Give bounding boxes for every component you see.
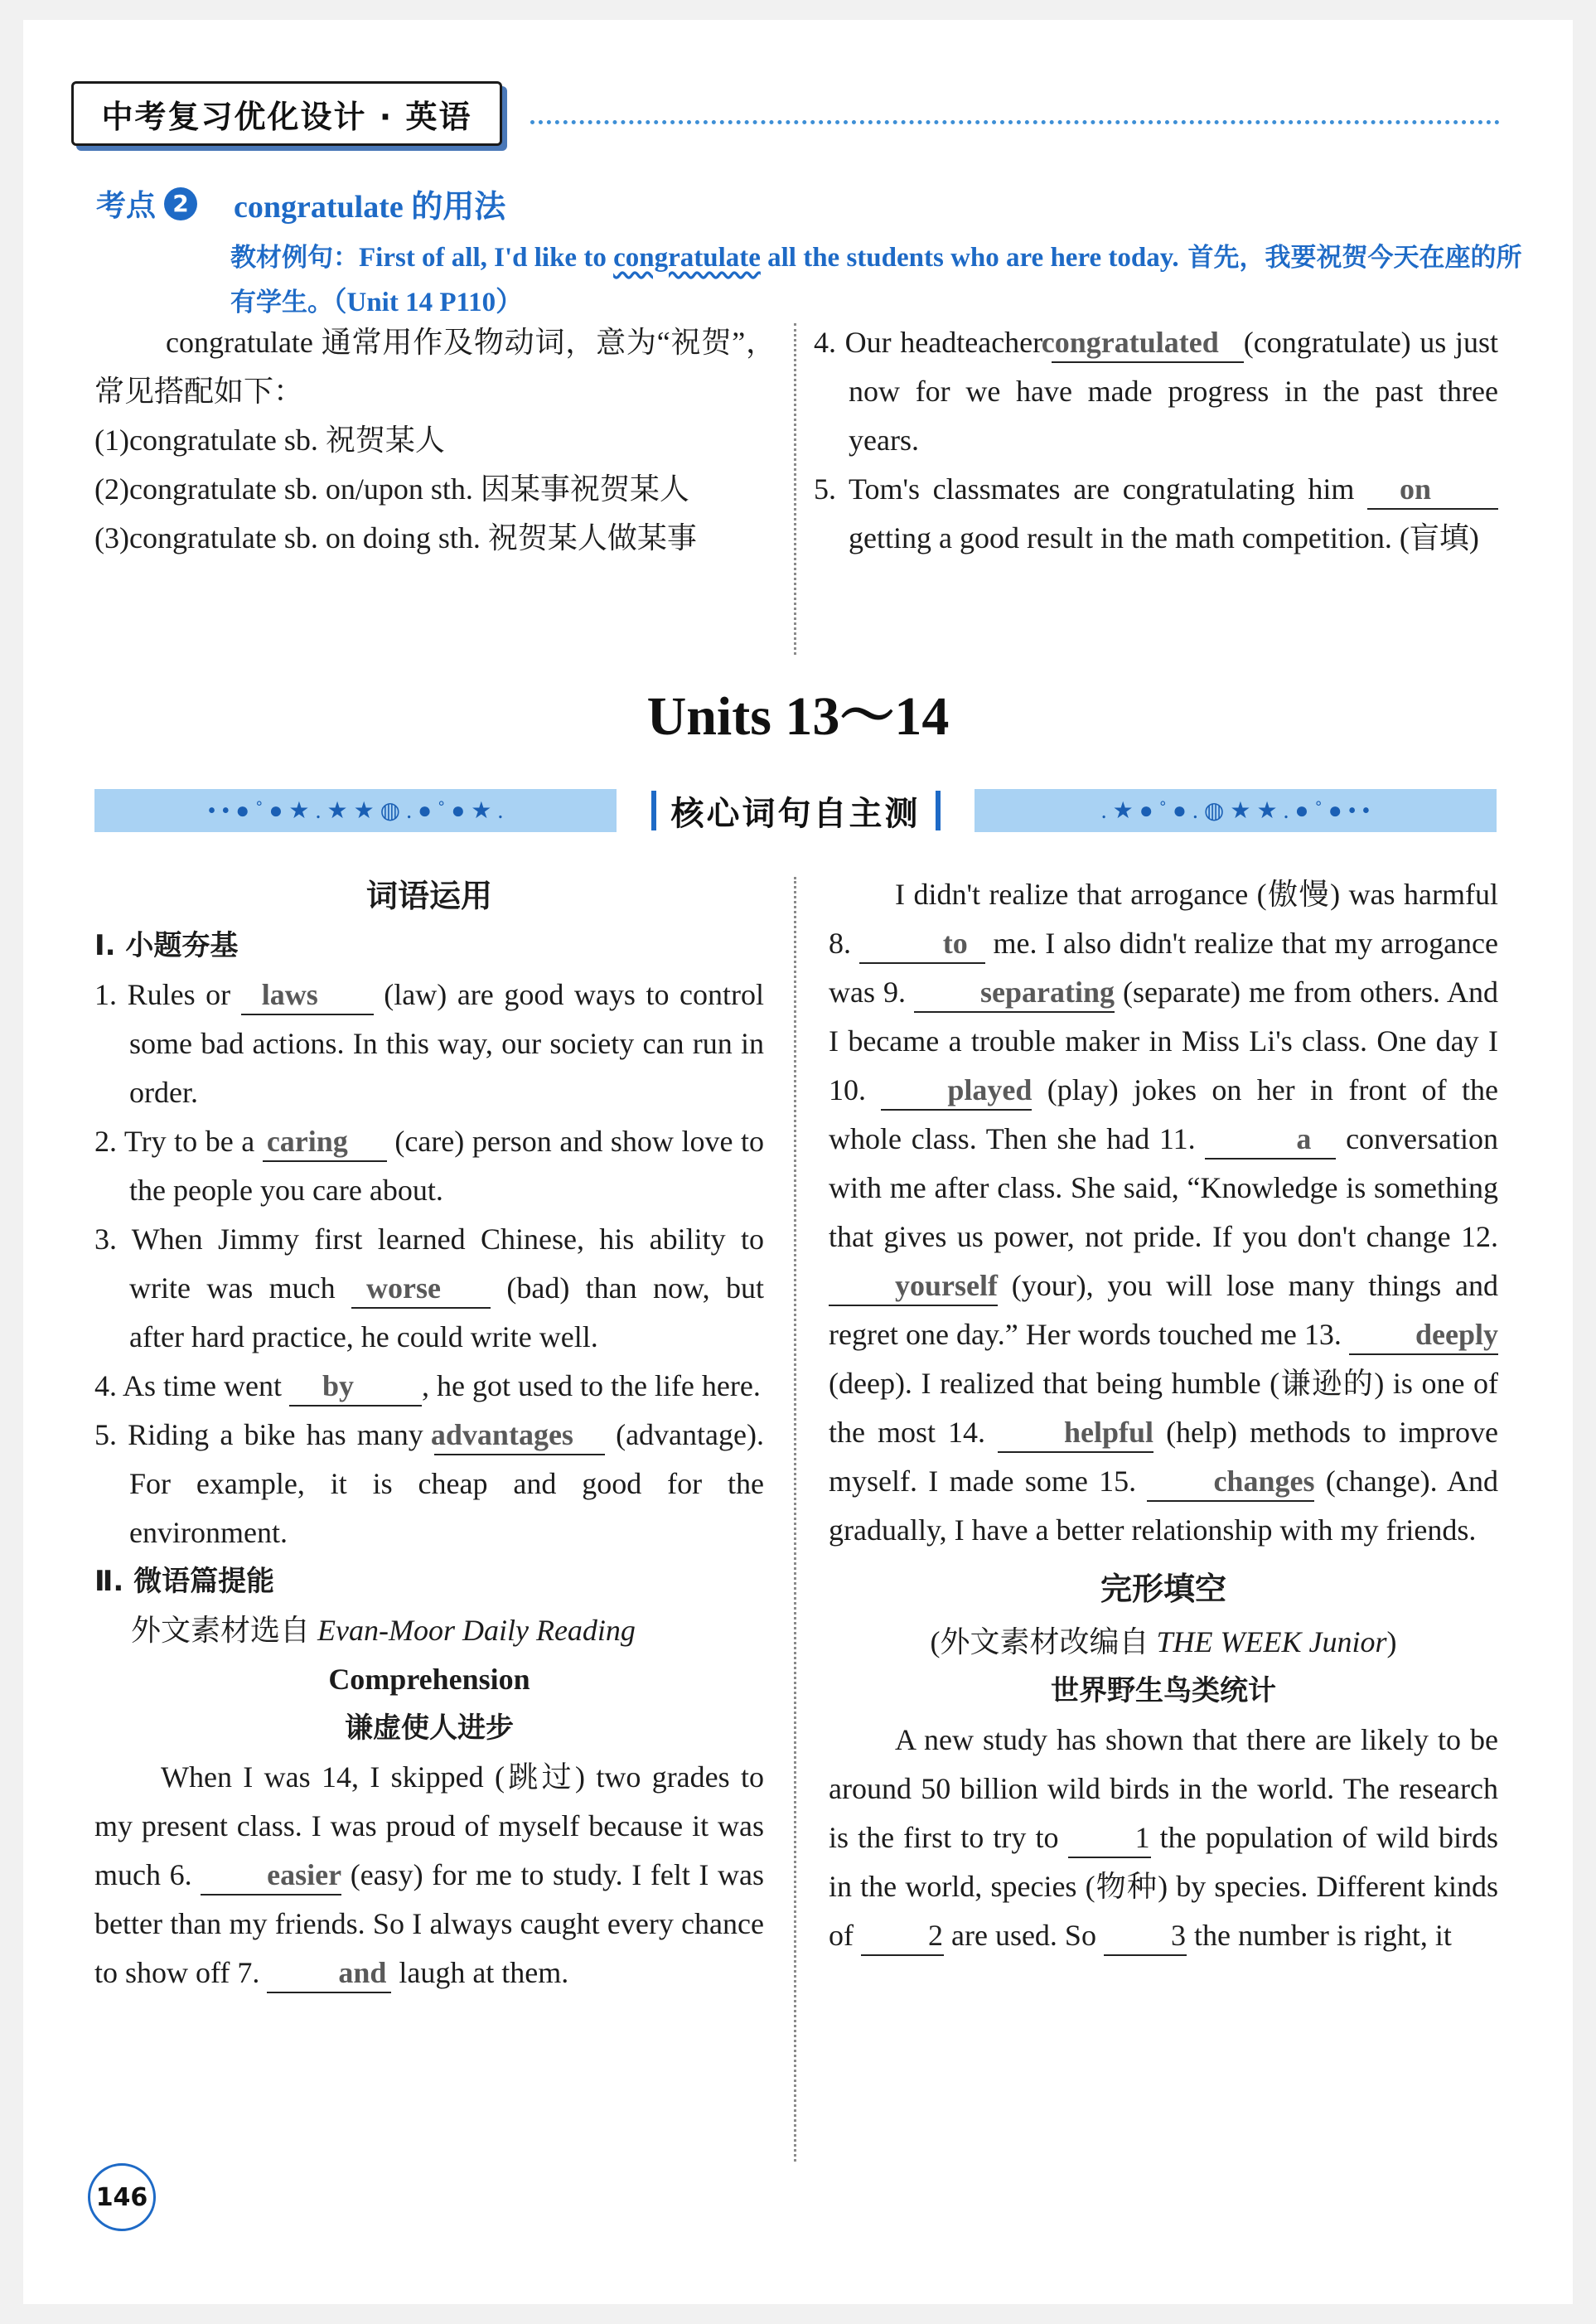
cloze-passage-title: 世界野生鸟类统计 — [1051, 1674, 1276, 1707]
practice-q5-answer: on — [1367, 470, 1498, 510]
usage-item-1: (1)congratulate sb. 祝贺某人 — [94, 424, 445, 457]
blank-8-answer: to — [859, 924, 985, 964]
right-text-c: (separate) me from others. And I became a trouble maker in Miss Li's class. One day I 10. — [829, 976, 1498, 1106]
blank-11-answer: a — [1205, 1120, 1336, 1160]
unit-title: Units 13～14 — [646, 686, 950, 747]
cloze-source-suffix: ) — [1386, 1625, 1397, 1658]
vocab-q5 — [94, 1411, 764, 1557]
cloze-blank-1: 1 — [1068, 1818, 1151, 1858]
right-text-a: I didn't realize that arrogance (傲慢) was harmful 8. — [829, 878, 1498, 960]
blank-13-answer: deeply — [1349, 1315, 1498, 1355]
banner-deco-left-text: • • ● ˚ ● ★ . ★ ★ ◍ . ● ˚ ● ★ . — [207, 798, 504, 824]
vocab-q4-text-a: 4. As time went — [94, 1369, 289, 1402]
right-text-g: (deep). I realized that being humble (谦逊的) is one of the most 14. — [829, 1367, 1498, 1449]
vocab-q2-text-a: 2. Try to be a — [94, 1125, 263, 1158]
vocab-q3 — [94, 1215, 764, 1362]
practice-q5-text-a: 5. Tom's classmates are congratulating him — [814, 472, 1367, 506]
vocab-q4 — [94, 1362, 764, 1411]
cloze-blank-3: 3 — [1104, 1916, 1187, 1956]
vocab-q1-answer: laws — [241, 976, 374, 1015]
banner-bar-right — [936, 791, 941, 830]
kaodian-heading — [96, 181, 505, 226]
vocab-source — [94, 1606, 764, 1655]
header-dotted-line — [530, 120, 1500, 124]
vocab-q2-text-b: (care) person and show love to the people you care about. — [129, 1125, 764, 1207]
right-text-h: (help) methods to improve myself. I made some 15. — [829, 1416, 1499, 1498]
passage-text-a: When I was 14, I skipped (跳过) two grades to my present class. I was proud of myself because it was much 6. — [94, 1760, 764, 1891]
usage-explanation — [94, 318, 776, 563]
right-text-i: (change). And gradually, I have a better relationship with my friends. — [829, 1465, 1498, 1547]
right-text-f: (your), you will lose many things and regret one day.” Her words touched me 13. — [829, 1269, 1498, 1351]
practice-q4-text-a: 4. Our headteacher — [814, 326, 1052, 359]
practice-q4-answer: congratulated — [1052, 323, 1244, 363]
practice-q4-text-b: (congratulate) us just now for we have made progress in the past three years. — [849, 326, 1498, 457]
blank-14-answer: helpful — [998, 1413, 1153, 1453]
blank-7-answer: and — [267, 1954, 391, 1993]
vocab-source-prefix: 外文素材选自 — [131, 1614, 318, 1647]
usage-item-2: (2)congratulate sb. on/upon sth. 因某事祝贺某人 — [94, 472, 689, 506]
blank-6-answer: easier — [201, 1856, 341, 1896]
book-title: 中考复习优化设计 · 英语 — [71, 81, 502, 146]
kaodian-label: 考点 — [96, 189, 157, 223]
vocab-q4-answer: by — [289, 1367, 422, 1407]
banner-title-text: 核心词句自主测 — [670, 794, 921, 833]
vocab-q3-text-a: 3. When Jimmy first learned Chinese, his ability to write was much — [94, 1223, 764, 1305]
vocab-q5-answer: advantages — [434, 1416, 605, 1455]
right-text-b: me. I also didn't realize that my arrogance was 9. — [829, 927, 1499, 1009]
vocab-q2 — [94, 1117, 764, 1215]
vocab-q5-text-b: (advantage). For example, it is cheap and good for the environment. — [129, 1418, 764, 1549]
vocab-q3-text-b: (bad) than now, but after hard practice, he could write well. — [129, 1271, 764, 1353]
vocab-column — [94, 870, 764, 1997]
right-column — [829, 870, 1498, 1960]
blank-9-answer: separating — [914, 973, 1115, 1013]
kaodian-number-badge: 2 — [164, 187, 197, 220]
cloze-title: 完形填空 — [1100, 1571, 1226, 1607]
blank-10-answer: played — [881, 1071, 1032, 1111]
banner-deco-right-text: . ★ ● ˚ ● . ◍ ★ ★ . ● ˚ ● • • — [1100, 798, 1371, 824]
vocab-q2-answer: caring — [263, 1122, 387, 1162]
usage-item-3: (3)congratulate sb. on doing sth. 祝贺某人做某事 — [94, 521, 697, 554]
vocab-source-name: Evan-Moor Daily Reading — [317, 1614, 636, 1647]
usage-intro: congratulate 通常用作及物动词，意为“祝贺”，常见搭配如下： — [94, 326, 776, 408]
practice-questions — [814, 318, 1498, 563]
column-divider-bottom — [794, 877, 796, 2162]
passage-title: 谦虚使人进步 — [345, 1712, 514, 1745]
example-prefix: 教材例句： — [230, 243, 359, 273]
passage-text-b: (easy) for me to study. I felt I was better than my friends. So I always caught every chance to show off 7. — [94, 1858, 764, 1989]
cloze-blank-2: 2 — [861, 1916, 944, 1956]
vocab-q4-text-b: , he got used to the life here. — [421, 1369, 761, 1402]
cloze-source — [829, 1618, 1498, 1667]
vocab-q1-text-b: (law) are good ways to control some bad actions. In this way, our society can run in order. — [129, 978, 765, 1109]
blank-12-answer: yourself — [829, 1266, 998, 1306]
cloze-source-name: THE WEEK Junior — [1156, 1625, 1387, 1658]
vocab-title: 词语运用 — [365, 878, 492, 914]
example-ref: （Unit 14 P110） — [333, 288, 524, 317]
cloze-text-a: A new study has shown that there are likely to be around 50 billion wild birds in the world. The research is the first to try to — [829, 1723, 1498, 1854]
cloze-text-d: the number is right, it — [1186, 1919, 1452, 1952]
textbook-example — [230, 235, 1523, 325]
vocab-part1-title: Ⅰ. 小题夯基 — [94, 929, 239, 962]
practice-q4 — [814, 318, 1498, 465]
page-number: 146 — [88, 2163, 156, 2231]
cloze-paragraph — [829, 1716, 1498, 1960]
vocab-q3-answer: worse — [351, 1269, 491, 1309]
vocab-q1-text-a: 1. Rules or — [94, 978, 241, 1011]
vocab-q5-text-a: 5. Riding a bike has many — [94, 1418, 434, 1451]
cloze-source-prefix: (外文素材改编自 — [930, 1625, 1157, 1658]
passage-text-c: laugh at them. — [391, 1956, 569, 1989]
blank-15-answer: changes — [1147, 1462, 1314, 1502]
vocab-part2-title: Ⅱ. 微语篇提能 — [94, 1565, 275, 1598]
right-text-d: (play) jokes on her in front of the whole class. Then she had 11. — [829, 1073, 1498, 1155]
banner-decoration-left — [94, 789, 617, 832]
banner-decoration-right — [975, 789, 1497, 832]
passage-type: Comprehension — [328, 1663, 530, 1696]
section-banner — [621, 783, 970, 838]
kaodian-topic: congratulate 的用法 — [234, 190, 506, 225]
practice-q5-text-b: getting a good result in the math competition. (盲填) — [849, 521, 1479, 554]
practice-q5 — [814, 465, 1498, 563]
example-keyword: congratulate — [613, 243, 761, 273]
passage-paragraph-1 — [94, 1753, 764, 1997]
cloze-text-b: the population of wild birds in the world, species (物种) by species. Different kinds of — [829, 1821, 1498, 1952]
banner-bar-left — [651, 791, 656, 830]
cloze-text-c: are used. So — [944, 1919, 1104, 1952]
example-cn: 首先，我要祝贺今天在座的所有学生。 — [230, 243, 1522, 317]
example-en-2: all the students who are here today. — [760, 243, 1179, 273]
column-divider-top — [794, 323, 796, 655]
right-text-e: conversation with me after class. She said, “Knowledge is something that gives us power, not pride. If you don't change 12. — [829, 1122, 1499, 1253]
example-en-1: First of all, I'd like to — [359, 243, 614, 273]
passage-paragraph-2 — [829, 870, 1498, 1555]
vocab-q1 — [94, 971, 764, 1117]
